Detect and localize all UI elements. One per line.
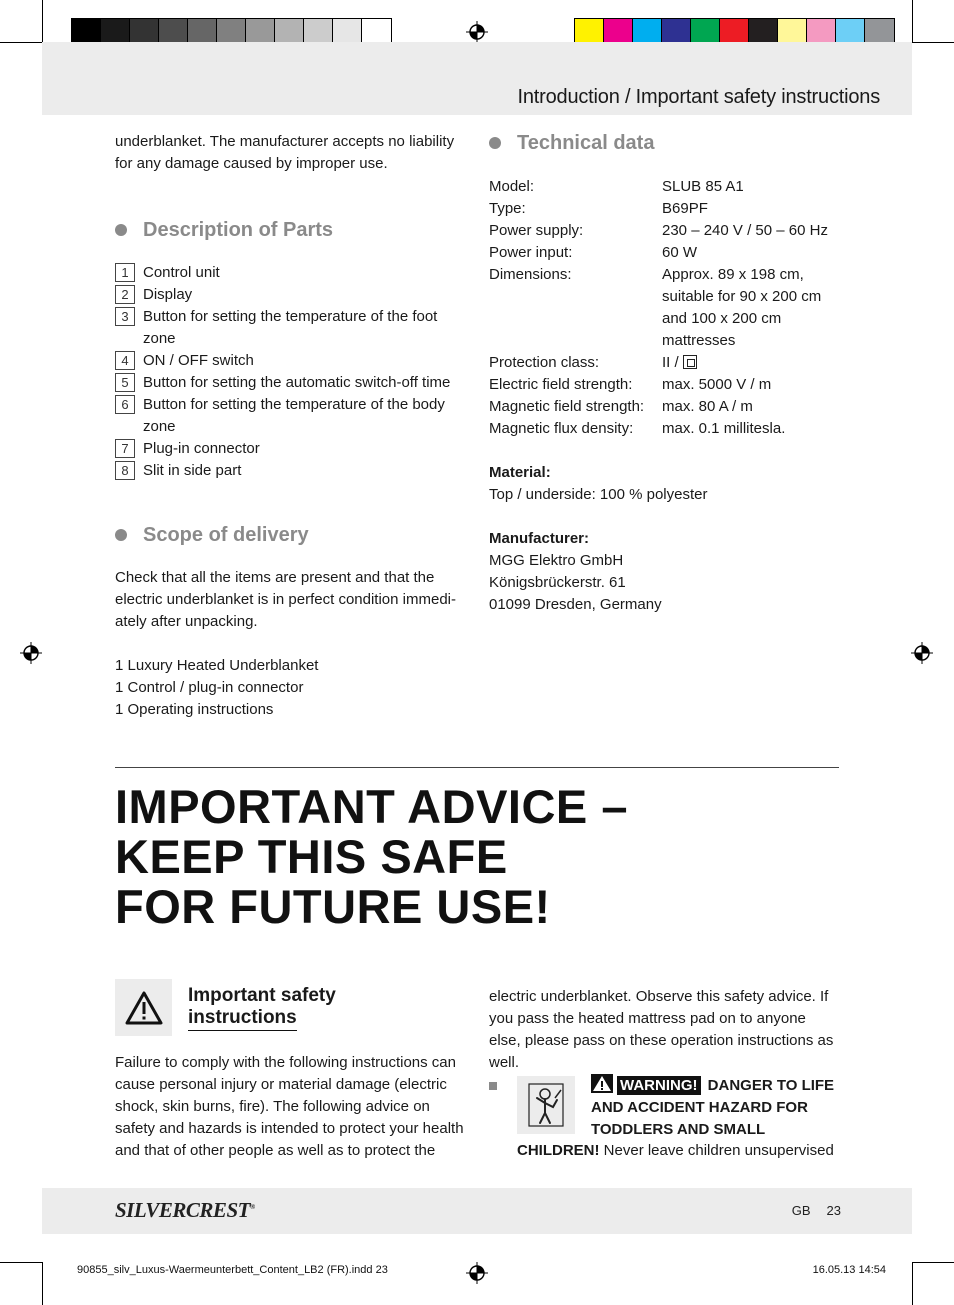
safety-title xyxy=(188,985,336,1031)
tech-key: Dimensions: xyxy=(489,266,572,283)
part-number: 1 xyxy=(115,263,135,282)
part-label: Plug-in connector xyxy=(143,440,260,457)
safety-title-line1: Important safety xyxy=(188,985,336,1006)
child-hazard-icon xyxy=(517,1076,575,1134)
part-label: ON / OFF switch xyxy=(143,352,254,369)
intro-text: underblanket. The manufacturer accepts no liability for any damage caused by improper use. xyxy=(115,133,455,172)
crop-mark xyxy=(42,0,43,42)
delivery-heading xyxy=(115,523,465,547)
tech-row xyxy=(489,418,841,440)
safety-right-text xyxy=(489,986,841,1074)
parts-list-item xyxy=(115,350,465,372)
part-label: Display xyxy=(143,286,193,303)
delivery-item: 1 Operating instructions xyxy=(115,701,274,718)
tech-row xyxy=(489,352,841,374)
safety-paragraph-right: electric underblanket. Observe this safety advice. If you pass the heated mattress pad on to anyone else, please pass on these operation instructions as well. xyxy=(489,988,834,1071)
manufacturer-line: Königsbrückerstr. 61 xyxy=(489,574,626,591)
parts-list-item xyxy=(115,438,465,460)
slug-right: 16.05.13 14:54 xyxy=(812,1264,886,1276)
tech-key: Model: xyxy=(489,178,535,195)
material-value: Top / underside: 100 % polyester xyxy=(489,486,708,503)
warning-text: DANGER TO LIFE AND ACCIDENT HAZARD FOR TODDLERS AND SMALL xyxy=(591,1077,835,1138)
part-label: Button for setting the automatic switch-off time xyxy=(143,374,451,391)
tech-value: max. 80 A / m xyxy=(662,398,753,415)
section-divider xyxy=(115,767,839,768)
bullet-dot-icon xyxy=(115,224,127,236)
crop-mark xyxy=(0,1262,42,1263)
tech-key: Power supply: xyxy=(489,222,584,239)
tech-key: Protection class: xyxy=(489,354,600,371)
tech-row xyxy=(489,220,841,242)
tech-heading xyxy=(489,131,841,155)
registration-mark-icon xyxy=(466,21,488,43)
warning-continuation xyxy=(517,1140,847,1162)
tech-table xyxy=(489,176,841,352)
tech-key: Power input: xyxy=(489,244,573,261)
crop-mark xyxy=(0,42,42,43)
part-label: Control unit xyxy=(143,264,220,281)
parts-list-item xyxy=(115,394,465,438)
tech-value: 230 – 240 V / 50 – 60 Hz xyxy=(662,222,828,239)
tech-heading-text: Technical data xyxy=(517,131,655,154)
page-number xyxy=(792,1203,841,1218)
delivery-item: 1 Luxury Heated Underblanket xyxy=(115,657,319,674)
language-code: GB xyxy=(791,1203,811,1218)
tech-row xyxy=(489,198,841,220)
tech-key: Magnetic flux density: xyxy=(489,420,634,437)
parts-list-item xyxy=(115,262,465,284)
tech-value: II / xyxy=(662,352,841,374)
page-number-value: 23 xyxy=(826,1203,841,1218)
double-insulation-icon xyxy=(683,355,697,369)
safety-paragraph-left: Failure to comply with the following instructions can cause personal injury or material damage (electric shock, skin burns, fire). The following advice on safety and hazards is intended to protect your health and that of other people as well as to protect the xyxy=(115,1054,464,1159)
left-column xyxy=(115,131,465,721)
crop-mark xyxy=(912,1262,954,1263)
delivery-heading-text: Scope of delivery xyxy=(143,523,309,546)
delivery-text: Check that all the items are present and that the electric underblanket is in perfect condition immedi-ately after unpacking. xyxy=(115,569,456,630)
parts-heading-text: Description of Parts xyxy=(143,218,334,241)
tech-row xyxy=(489,176,841,198)
advice-title xyxy=(115,782,628,932)
tech-key: Magnetic field strength: xyxy=(489,398,645,415)
right-column xyxy=(489,131,841,616)
advice-title-line: IMPORTANT ADVICE – xyxy=(115,780,628,833)
parts-heading xyxy=(115,218,465,242)
safety-left-text xyxy=(115,1052,467,1162)
part-number: 4 xyxy=(115,351,135,370)
crop-mark xyxy=(42,1262,43,1305)
manufacturer-address xyxy=(489,550,841,616)
part-label: Button for setting the temperature of the body zone xyxy=(143,396,445,435)
tech-row xyxy=(489,242,841,264)
warning-rest-text: Never leave children unsupervised xyxy=(603,1142,834,1159)
delivery-item: 1 Control / plug-in connector xyxy=(115,679,304,696)
slug-left: 90855_silv_Luxus-Waermeunterbett_Content_LB2 (FR).indd 23 xyxy=(77,1264,388,1276)
manufacturer-line: MGG Elektro GmbH xyxy=(489,552,624,569)
silvercrest-logo: SILVERCREST® xyxy=(115,1198,255,1222)
advice-title-line: KEEP THIS SAFE xyxy=(115,830,508,883)
tech-value: SLUB 85 A1 xyxy=(662,178,744,195)
parts-list-item xyxy=(115,306,465,350)
tech-value: B69PF xyxy=(662,200,708,217)
parts-list-item xyxy=(115,284,465,306)
manufacturer-line: 01099 Dresden, Germany xyxy=(489,596,662,613)
material-label: Material: xyxy=(489,464,551,481)
registration-mark-icon xyxy=(20,642,42,664)
warning-badge: WARNING! xyxy=(617,1076,701,1095)
tech-key: Electric field strength: xyxy=(489,376,633,393)
parts-list-item xyxy=(115,460,465,482)
part-number: 7 xyxy=(115,439,135,458)
warning-triangle-icon xyxy=(124,990,164,1026)
page-header-title: Introduction / Important safety instructions xyxy=(517,86,880,108)
tech-table-2 xyxy=(489,374,841,440)
safety-icon-box xyxy=(115,979,172,1036)
part-label: Button for setting the temperature of the foot zone xyxy=(143,308,438,347)
tech-value: max. 0.1 millitesla. xyxy=(662,420,786,437)
manufacturer-label: Manufacturer: xyxy=(489,530,590,547)
advice-title-line: FOR FUTURE USE! xyxy=(115,880,551,933)
bullet-dot-icon xyxy=(115,529,127,541)
warning-triangle-icon xyxy=(591,1074,613,1093)
bullet-square-icon xyxy=(489,1082,497,1090)
part-number: 3 xyxy=(115,307,135,326)
part-number: 2 xyxy=(115,285,135,304)
tech-row xyxy=(489,264,841,352)
crop-mark xyxy=(912,1262,913,1305)
registration-mark-icon xyxy=(466,1262,488,1284)
bullet-dot-icon xyxy=(489,137,501,149)
crop-mark xyxy=(912,42,954,43)
tech-row xyxy=(489,374,841,396)
tech-value: max. 5000 V / m xyxy=(662,376,772,393)
safety-title-line2: instructions xyxy=(188,1007,297,1031)
parts-list xyxy=(115,262,465,482)
registration-mark-icon xyxy=(911,642,933,664)
warning-block xyxy=(591,1074,841,1141)
parts-list-item xyxy=(115,372,465,394)
tech-value: 60 W xyxy=(662,244,698,261)
part-label: Slit in side part xyxy=(143,462,242,479)
tech-row xyxy=(489,396,841,418)
tech-key: Type: xyxy=(489,200,526,217)
part-number: 8 xyxy=(115,461,135,480)
warning-bold-tail: CHILDREN! xyxy=(517,1142,600,1159)
crop-mark xyxy=(912,0,913,42)
part-number: 5 xyxy=(115,373,135,392)
part-number: 6 xyxy=(115,395,135,414)
tech-value: Approx. 89 x 198 cm, suitable for 90 x 200 cm and 100 x 200 cm mattresses xyxy=(662,266,822,349)
delivery-items xyxy=(115,655,465,721)
